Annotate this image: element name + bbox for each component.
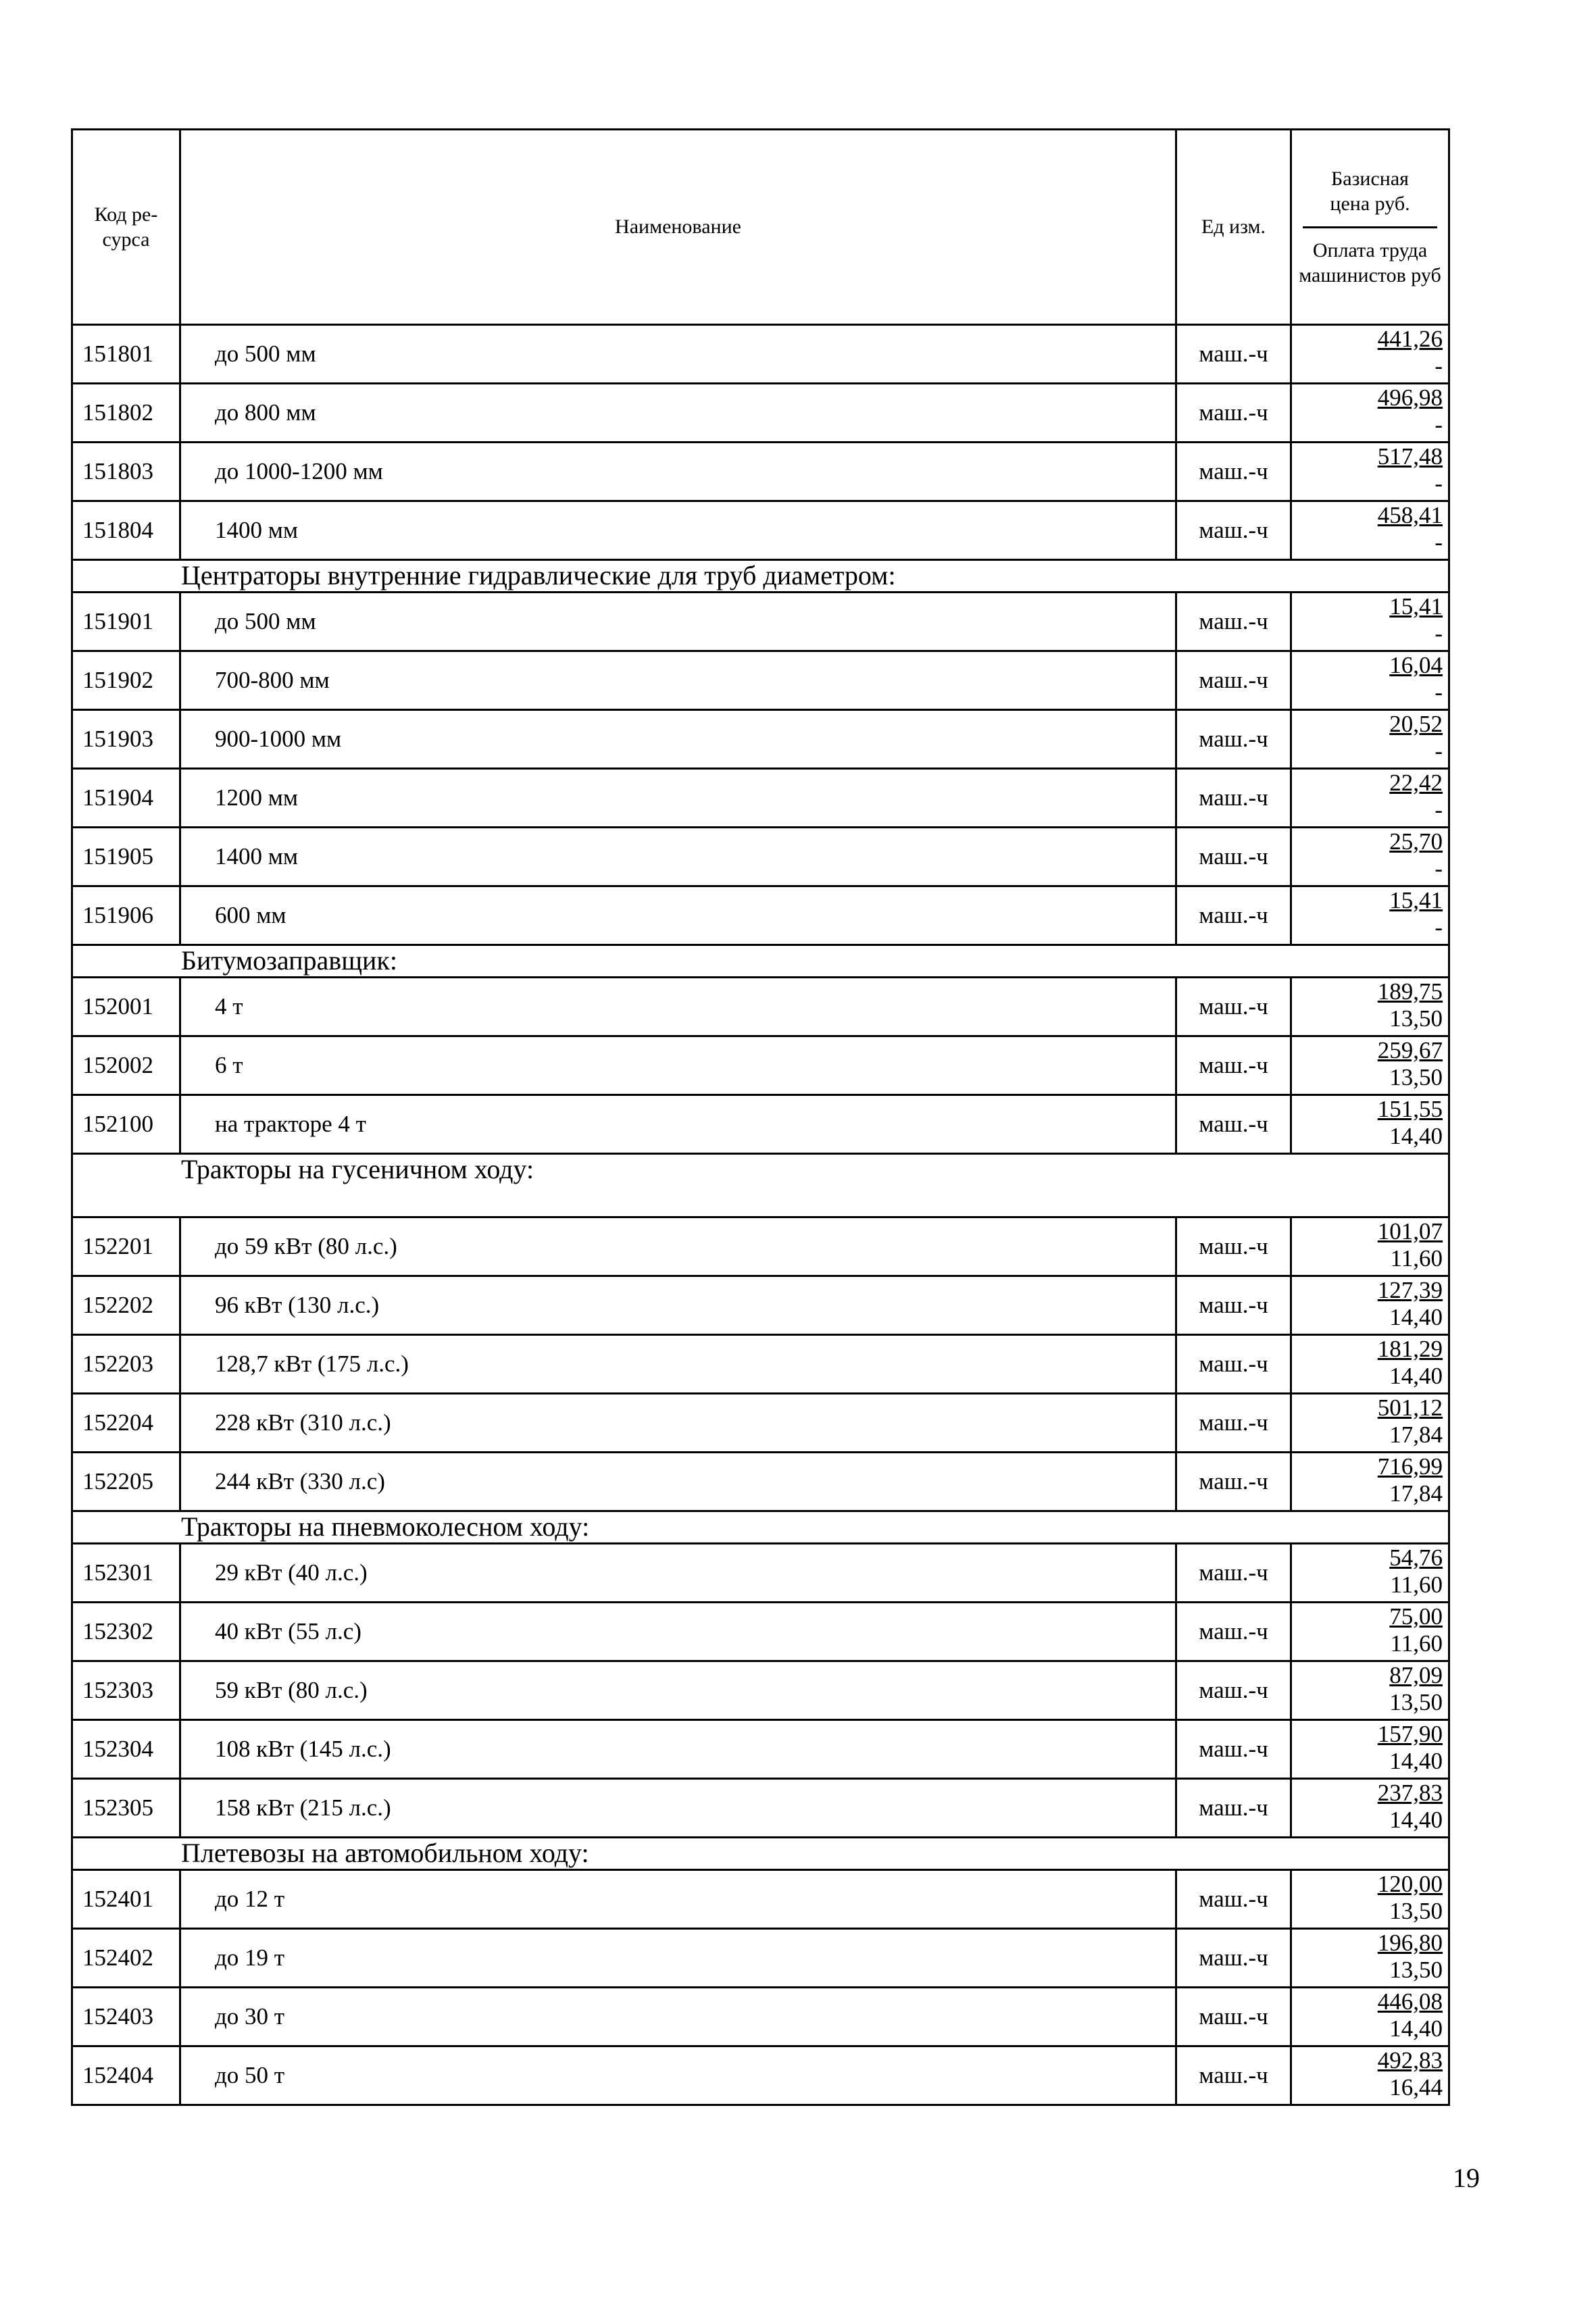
base-price: 16,04	[1389, 652, 1443, 678]
base-price: 181,29	[1377, 1336, 1443, 1362]
resource-name: 6 т	[180, 1036, 1176, 1095]
unit: маш.-ч	[1176, 443, 1291, 501]
base-price: 446,08	[1377, 1988, 1443, 2015]
resource-name: 158 кВт (215 л.с.)	[180, 1779, 1176, 1838]
labor-pay: 14,40	[1389, 1748, 1443, 1774]
resource-code: 151803	[72, 443, 180, 501]
price-cell	[1291, 1217, 1449, 1276]
resource-name: до 500 мм	[180, 325, 1176, 384]
table-row	[72, 828, 1449, 886]
labor-pay: -	[1435, 914, 1443, 940]
table-row	[72, 769, 1449, 828]
resource-code: 152100	[72, 1095, 180, 1154]
unit: маш.-ч	[1176, 593, 1291, 651]
header-labor-pay: Оплата труда машинистов руб	[1299, 238, 1441, 286]
base-price: 15,41	[1389, 593, 1443, 620]
resource-code: 152403	[72, 1988, 180, 2046]
resource-code: 152404	[72, 2046, 180, 2105]
labor-pay: 11,60	[1390, 1245, 1443, 1272]
resource-code: 151804	[72, 501, 180, 560]
price-cell	[1291, 886, 1449, 945]
resource-name: до 19 т	[180, 1929, 1176, 1988]
resource-code: 151801	[72, 325, 180, 384]
unit: маш.-ч	[1176, 1276, 1291, 1335]
price-cell	[1291, 1720, 1449, 1779]
table-header-row	[72, 130, 1449, 325]
unit: маш.-ч	[1176, 886, 1291, 945]
resource-name: до 30 т	[180, 1988, 1176, 2046]
table-row	[72, 1870, 1449, 1929]
table-row	[72, 1603, 1449, 1661]
resource-code: 152402	[72, 1929, 180, 1988]
resource-code: 151905	[72, 828, 180, 886]
section-header-row	[72, 560, 1449, 593]
unit: маш.-ч	[1176, 1870, 1291, 1929]
resource-name: 228 кВт (310 л.с.)	[180, 1394, 1176, 1453]
resource-name: 244 кВт (330 л.с)	[180, 1453, 1176, 1511]
resource-code: 152205	[72, 1453, 180, 1511]
labor-pay: 13,50	[1389, 1064, 1443, 1090]
unit: маш.-ч	[1176, 978, 1291, 1036]
labor-pay: 17,84	[1389, 1422, 1443, 1448]
base-price: 196,80	[1377, 1930, 1443, 1956]
base-price: 237,83	[1377, 1780, 1443, 1806]
price-cell	[1291, 325, 1449, 384]
price-cell	[1291, 1661, 1449, 1720]
resource-code: 152301	[72, 1544, 180, 1603]
resource-name: 1400 мм	[180, 501, 1176, 560]
price-cell	[1291, 593, 1449, 651]
table-row	[72, 1095, 1449, 1154]
section-header-row	[72, 1838, 1449, 1870]
base-price: 120,00	[1377, 1871, 1443, 1897]
page-number: 19	[1453, 2163, 1480, 2193]
table-row	[72, 1217, 1449, 1276]
resource-name: 1200 мм	[180, 769, 1176, 828]
section-header-row	[72, 1154, 1449, 1217]
table-row	[72, 886, 1449, 945]
section-header-row	[72, 1511, 1449, 1544]
table-row	[72, 1276, 1449, 1335]
base-price: 20,52	[1389, 711, 1443, 737]
resource-name: 700-800 мм	[180, 651, 1176, 710]
labor-pay: 14,40	[1389, 1123, 1443, 1149]
table-row	[72, 1720, 1449, 1779]
price-cell	[1291, 1453, 1449, 1511]
resource-name: 128,7 кВт (175 л.с.)	[180, 1335, 1176, 1394]
section-title: Битумозаправщик:	[72, 945, 1449, 978]
unit: маш.-ч	[1176, 1779, 1291, 1838]
base-price: 189,75	[1377, 978, 1443, 1005]
resource-code: 152401	[72, 1870, 180, 1929]
resource-name: 108 кВт (145 л.с.)	[180, 1720, 1176, 1779]
unit: маш.-ч	[1176, 384, 1291, 443]
base-price: 157,90	[1377, 1721, 1443, 1747]
price-cell	[1291, 710, 1449, 769]
labor-pay: -	[1435, 353, 1443, 379]
labor-pay: 11,60	[1390, 1571, 1443, 1598]
header-unit: Ед изм.	[1176, 130, 1291, 325]
table-row	[72, 1544, 1449, 1603]
table-row	[72, 710, 1449, 769]
resource-code: 152304	[72, 1720, 180, 1779]
base-price: 15,41	[1389, 887, 1443, 913]
resource-code: 152204	[72, 1394, 180, 1453]
labor-pay: -	[1435, 529, 1443, 555]
header-divider	[1303, 226, 1437, 228]
table-row	[72, 978, 1449, 1036]
table-row	[72, 1453, 1449, 1511]
table-row	[72, 1988, 1449, 2046]
base-price: 75,00	[1389, 1603, 1443, 1630]
table-row	[72, 1779, 1449, 1838]
header-price	[1291, 130, 1449, 325]
base-price: 25,70	[1389, 828, 1443, 855]
resource-name: до 500 мм	[180, 593, 1176, 651]
table-row	[72, 1929, 1449, 1988]
labor-pay: -	[1435, 620, 1443, 647]
section-header-row	[72, 945, 1449, 978]
unit: маш.-ч	[1176, 651, 1291, 710]
resource-code: 151902	[72, 651, 180, 710]
base-price: 501,12	[1377, 1394, 1443, 1421]
unit: маш.-ч	[1176, 1394, 1291, 1453]
unit: маш.-ч	[1176, 1217, 1291, 1276]
price-cell	[1291, 651, 1449, 710]
header-base-price: Базисная цена руб.	[1330, 167, 1410, 215]
resource-code: 152201	[72, 1217, 180, 1276]
price-cell	[1291, 1276, 1449, 1335]
resource-code: 151903	[72, 710, 180, 769]
section-title: Плетевозы на автомобильном ходу:	[72, 1838, 1449, 1870]
price-cell	[1291, 443, 1449, 501]
resource-name: до 800 мм	[180, 384, 1176, 443]
unit: маш.-ч	[1176, 1453, 1291, 1511]
resource-price-table	[71, 128, 1450, 2106]
section-title: Тракторы на гусеничном ходу:	[72, 1154, 1449, 1217]
labor-pay: 14,40	[1389, 1807, 1443, 1833]
labor-pay: -	[1435, 738, 1443, 764]
resource-name: до 1000-1200 мм	[180, 443, 1176, 501]
price-cell	[1291, 1603, 1449, 1661]
base-price: 151,55	[1377, 1096, 1443, 1122]
resource-code: 152202	[72, 1276, 180, 1335]
price-cell	[1291, 769, 1449, 828]
labor-pay: -	[1435, 855, 1443, 882]
table-row	[72, 2046, 1449, 2105]
section-title: Центраторы внутренние гидравлические для труб диаметром:	[72, 560, 1449, 593]
price-cell	[1291, 2046, 1449, 2105]
base-price: 441,26	[1377, 326, 1443, 352]
price-cell	[1291, 1394, 1449, 1453]
table-row	[72, 1335, 1449, 1394]
section-title: Тракторы на пневмоколесном ходу:	[72, 1511, 1449, 1544]
base-price: 458,41	[1377, 502, 1443, 528]
resource-code: 152303	[72, 1661, 180, 1720]
price-cell	[1291, 384, 1449, 443]
resource-name: на тракторе 4 т	[180, 1095, 1176, 1154]
resource-name: 900-1000 мм	[180, 710, 1176, 769]
resource-code: 152302	[72, 1603, 180, 1661]
price-cell	[1291, 1929, 1449, 1988]
table-row	[72, 1036, 1449, 1095]
base-price: 54,76	[1389, 1544, 1443, 1571]
header-name: Наименование	[180, 130, 1176, 325]
price-cell	[1291, 1544, 1449, 1603]
price-cell	[1291, 1988, 1449, 2046]
table-row	[72, 384, 1449, 443]
base-price: 127,39	[1377, 1277, 1443, 1303]
labor-pay: 14,40	[1389, 1304, 1443, 1330]
unit: маш.-ч	[1176, 2046, 1291, 2105]
labor-pay: -	[1435, 470, 1443, 497]
unit: маш.-ч	[1176, 769, 1291, 828]
unit: маш.-ч	[1176, 1929, 1291, 1988]
resource-name: 1400 мм	[180, 828, 1176, 886]
resource-name: 96 кВт (130 л.с.)	[180, 1276, 1176, 1335]
resource-code: 152305	[72, 1779, 180, 1838]
resource-name: 600 мм	[180, 886, 1176, 945]
labor-pay: 14,40	[1389, 2015, 1443, 2042]
unit: маш.-ч	[1176, 1335, 1291, 1394]
unit: маш.-ч	[1176, 710, 1291, 769]
table-row	[72, 443, 1449, 501]
labor-pay: 13,50	[1389, 1957, 1443, 1983]
resource-name: 59 кВт (80 л.с.)	[180, 1661, 1176, 1720]
labor-pay: 17,84	[1389, 1480, 1443, 1507]
resource-name: 29 кВт (40 л.с.)	[180, 1544, 1176, 1603]
price-cell	[1291, 828, 1449, 886]
labor-pay: -	[1435, 797, 1443, 823]
table-row	[72, 325, 1449, 384]
base-price: 716,99	[1377, 1453, 1443, 1480]
resource-code: 152002	[72, 1036, 180, 1095]
labor-pay: 13,50	[1389, 1898, 1443, 1924]
table-row	[72, 651, 1449, 710]
labor-pay: 14,40	[1389, 1363, 1443, 1389]
unit: маш.-ч	[1176, 1661, 1291, 1720]
header-code: Код ре-сурса	[72, 130, 180, 325]
base-price: 517,48	[1377, 443, 1443, 470]
unit: маш.-ч	[1176, 828, 1291, 886]
unit: маш.-ч	[1176, 1544, 1291, 1603]
unit: маш.-ч	[1176, 1988, 1291, 2046]
resource-code: 152203	[72, 1335, 180, 1394]
resource-name: до 12 т	[180, 1870, 1176, 1929]
table-row	[72, 501, 1449, 560]
base-price: 259,67	[1377, 1037, 1443, 1063]
resource-name: до 59 кВт (80 л.с.)	[180, 1217, 1176, 1276]
base-price: 492,83	[1377, 2047, 1443, 2073]
labor-pay: 16,44	[1389, 2074, 1443, 2101]
unit: маш.-ч	[1176, 1095, 1291, 1154]
resource-name: до 50 т	[180, 2046, 1176, 2105]
resource-code: 151802	[72, 384, 180, 443]
labor-pay: -	[1435, 411, 1443, 438]
unit: маш.-ч	[1176, 501, 1291, 560]
table-body	[72, 325, 1449, 2105]
table-row	[72, 1394, 1449, 1453]
unit: маш.-ч	[1176, 1603, 1291, 1661]
price-cell	[1291, 1335, 1449, 1394]
price-cell	[1291, 1095, 1449, 1154]
price-cell	[1291, 501, 1449, 560]
resource-code: 151904	[72, 769, 180, 828]
resource-code: 152001	[72, 978, 180, 1036]
table-row	[72, 1661, 1449, 1720]
unit: маш.-ч	[1176, 325, 1291, 384]
price-cell	[1291, 1870, 1449, 1929]
labor-pay: 11,60	[1390, 1630, 1443, 1657]
price-cell	[1291, 1779, 1449, 1838]
resource-code: 151906	[72, 886, 180, 945]
price-cell	[1291, 1036, 1449, 1095]
labor-pay: 13,50	[1389, 1005, 1443, 1032]
resource-name: 4 т	[180, 978, 1176, 1036]
unit: маш.-ч	[1176, 1720, 1291, 1779]
base-price: 87,09	[1389, 1662, 1443, 1688]
resource-code: 151901	[72, 593, 180, 651]
labor-pay: 13,50	[1389, 1689, 1443, 1715]
labor-pay: -	[1435, 679, 1443, 705]
unit: маш.-ч	[1176, 1036, 1291, 1095]
base-price: 101,07	[1377, 1218, 1443, 1244]
resource-name: 40 кВт (55 л.с)	[180, 1603, 1176, 1661]
price-cell	[1291, 978, 1449, 1036]
table-row	[72, 593, 1449, 651]
base-price: 22,42	[1389, 770, 1443, 796]
base-price: 496,98	[1377, 384, 1443, 411]
